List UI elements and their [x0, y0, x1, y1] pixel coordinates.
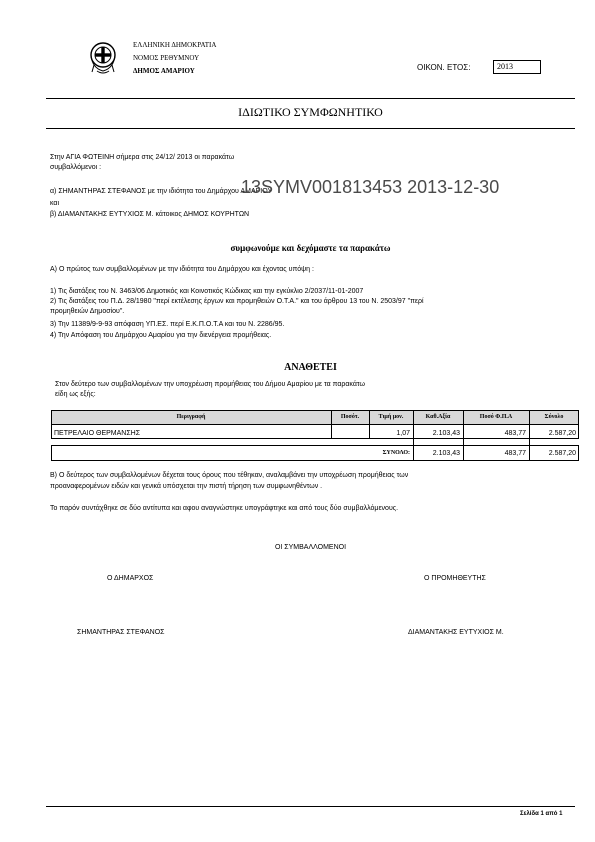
title-top-rule [46, 98, 575, 99]
closing-text: Το παρόν συντάχθηκε σε δύο αντίτυπα και αφου αναγνώστηκε υπογράφτηκε και από τους δύο συμβαλλόμενους. [50, 505, 399, 512]
header-net-value: Καθ.Αξία [425, 414, 451, 420]
consideration-2-cont: προμηθειών Δημοσίου". [50, 308, 125, 315]
consideration-3: 3) Την 11389/9-9-93 απόφαση ΥΠ.ΕΣ. περί Ε.Κ.Π.Ο.Τ.Α και του Ν. 2286/95. [50, 321, 285, 328]
footer-rule [46, 806, 575, 807]
items-table [51, 410, 579, 462]
header-quantity: Ποσότ. [340, 414, 360, 420]
row-total: 2.587,20 [548, 430, 576, 437]
row-description: ΠΕΤΡΕΛΑΙΟ ΘΕΡΜΑΝΣΗΣ [54, 430, 141, 437]
org-line-prefecture: ΝΟΜΟΣ ΡΕΘΥΜΝΟΥ [133, 54, 200, 62]
row-net-value: 2.103,43 [432, 430, 460, 437]
left-signatory-name: ΣΗΜΑΝΤΗΡΑΣ ΣΤΕΦΑΝΟΣ [77, 629, 165, 636]
totals-vat: 483,77 [504, 450, 526, 457]
header-unit-price: Τιμή μον. [378, 414, 404, 420]
assigns-text-1: Στον δεύτερο των συμβαλλομένων την υποχρέωση προμήθειας του Δήμου Αμαρίου με τα παρακάτω [55, 381, 365, 388]
consideration-1: 1) Τις διατάξεις του Ν. 3463/06 Δημοτικός και Κοινοτικός Κώδικας και την εγκύκλιο 2/2037/11-01-2007 [50, 288, 364, 295]
header-total: Σύνολο [544, 414, 564, 420]
clause-a: Α) Ο πρώτος των συμβαλλομένων με την ιδιότητα του Δημάρχου και έχοντας υπόψη : [50, 266, 314, 273]
header-description: Περιγραφή [176, 414, 206, 420]
clause-b-line-1: Β) Ο δεύτερος των συμβαλλομένων δέχεται τους όρους που τέθηκαν, αναλαμβάνει την υποχρέωση προμήθειας των [50, 472, 409, 479]
intro-line-2: συμβαλλόμενοι : [50, 164, 102, 171]
party-a: α) ΣΗΜΑΝΤΗΡΑΣ ΣΤΕΦΑΝΟΣ με την ιδιότητα του Δημάρχου ΑΜΑΡΙΟΥ [50, 188, 273, 195]
intro-and: και [50, 200, 60, 207]
col-divider [331, 410, 332, 439]
col-divider [463, 410, 464, 461]
header-vat: Ποσό Φ.Π.Α [479, 414, 513, 420]
right-signatory-role: Ο ΠΡΟΜΗΘΕΥΤΗΣ [424, 575, 486, 582]
col-divider [369, 410, 370, 439]
fiscal-year-box [493, 60, 541, 74]
signatures-heading: ΟΙ ΣΥΜΒΑΛΛΟΜΕΝΟΙ [274, 544, 347, 551]
left-signatory-role: Ο ΔΗΜΑΡΧΟΣ [107, 575, 154, 582]
document-title: ΙΔΙΩΤΙΚΟ ΣΥΜΦΩΝΗΤΙΚΟ [238, 105, 383, 119]
totals-net: 2.103,43 [432, 450, 460, 457]
assigns-heading: ΑΝΑΘΕΤΕΙ [284, 362, 337, 373]
fiscal-year-value: 2013 [497, 62, 513, 71]
diavgeia-watermark: 13SYMV001813453 2013-12-30 [241, 177, 500, 197]
org-line-republic: ΕΛΛΗΝΙΚΗ ΔΗΜΟΚΡΑΤΙΑ [133, 41, 217, 49]
org-line-municipality: ΔΗΜΟΣ ΑΜΑΡΙΟΥ [133, 67, 195, 75]
consideration-2: 2) Τις διατάξεις του Π.Δ. 28/1980 "περί εκτέλεσης έργων και προμηθειών Ο.Τ.Α." και του άρθρου 13 του Ν. 2503/97 "περί [50, 298, 424, 305]
assigns-text-2: είδη ως εξής: [55, 391, 96, 398]
fiscal-year-label: ΟΙΚΟΝ. ΕΤΟΣ: [417, 63, 471, 72]
title-bottom-rule [46, 128, 575, 129]
totals-sum: 2.587,20 [548, 450, 576, 457]
page-number: Σελίδα 1 από 1 [520, 811, 563, 817]
consideration-4: 4) Την Απόφαση του Δημάρχου Αμαρίου για την διενέργεια προμήθειας. [50, 332, 272, 339]
coat-of-arms-emblem [88, 41, 118, 75]
row-vat: 483,77 [504, 430, 526, 437]
col-divider [529, 410, 530, 461]
agreement-heading: συμφωνούμε και δεχόμαστε τα παρακάτω [230, 243, 391, 253]
right-signatory-name: ΔΙΑΜΑΝΤΑΚΗΣ ΕΥΤΥΧΙΟΣ Μ. [408, 629, 504, 636]
row-unit-price: 1,07 [396, 430, 410, 437]
intro-line-1: Στην ΑΓΙΑ ΦΩΤΕΙΝΗ σήμερα στις 24/12/ 2013 οι παρακάτω [50, 154, 235, 161]
totals-label: ΣΥΝΟΛΟ: [382, 450, 410, 456]
col-divider [413, 410, 414, 461]
clause-b-line-2: προαναφερομένων ειδών και γενικά υπόσχεται την πιστή τήρηση των συμφωνηθέντων . [50, 483, 323, 490]
party-b: β) ΔΙΑΜΑΝΤΑΚΗΣ ΕΥΤΥΧΙΟΣ Μ. κάτοικος ΔΗΜΟΣ ΚΟΥΡΗΤΩΝ [50, 211, 250, 218]
